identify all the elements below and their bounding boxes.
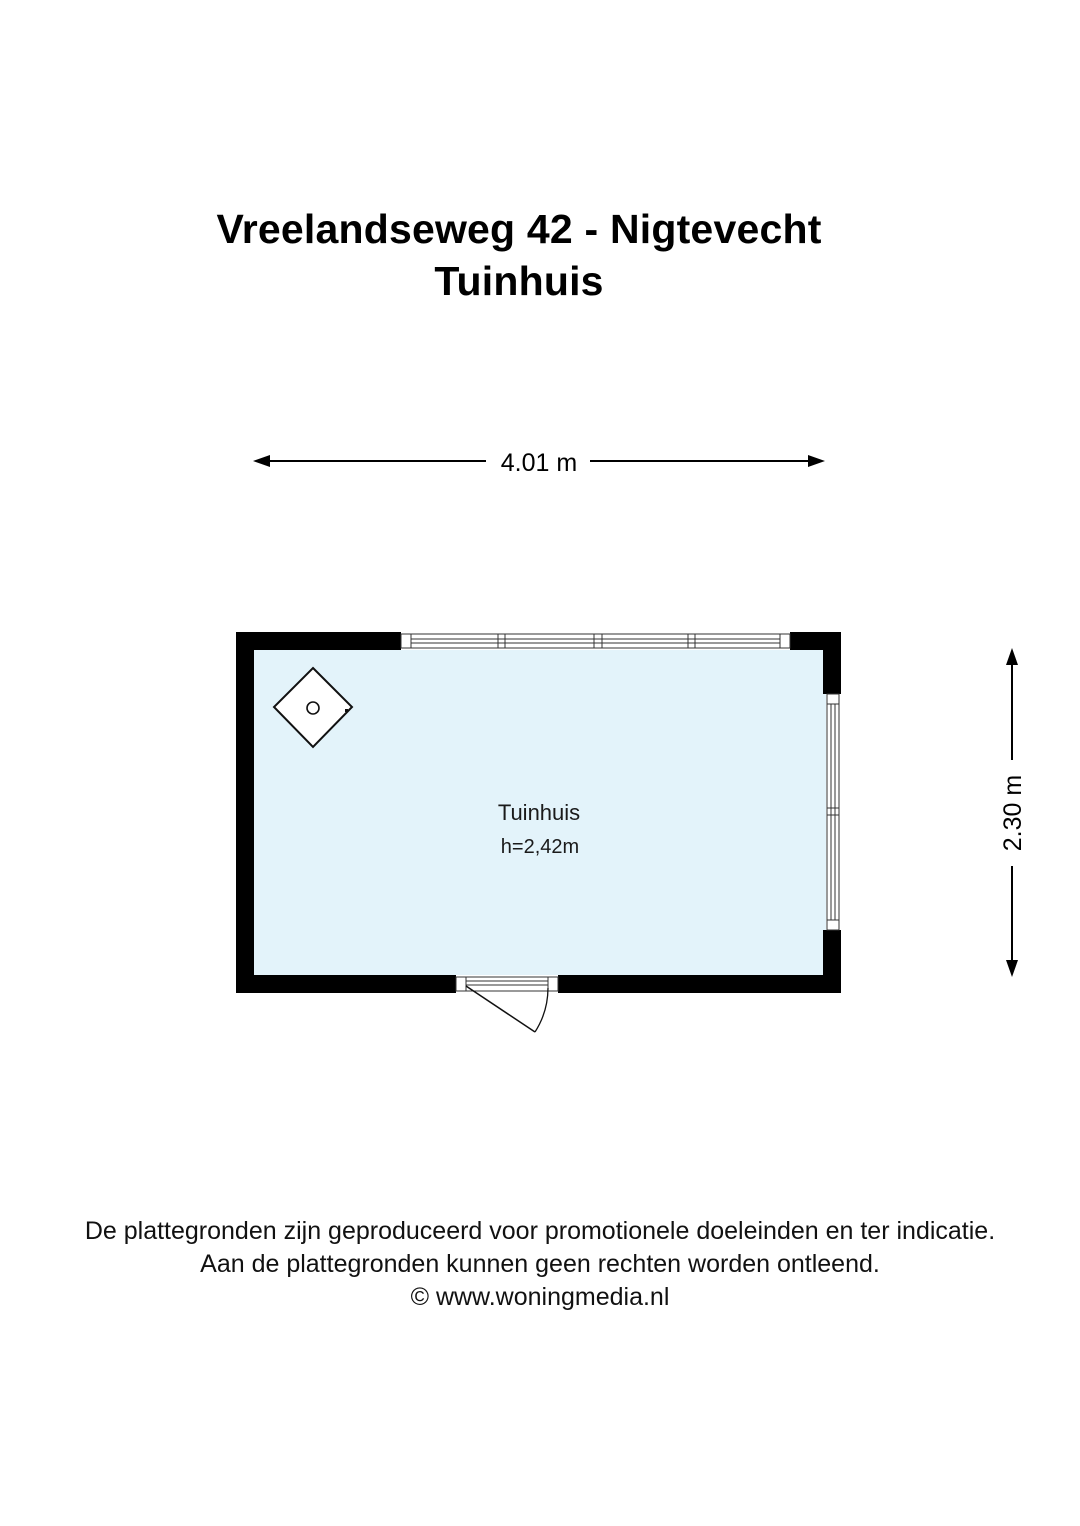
door-leaf [466, 986, 535, 1032]
copyright-link[interactable]: © www.woningmedia.nl [410, 1283, 670, 1311]
arrow-down-icon [1006, 960, 1018, 977]
disclaimer-line-1: De plattegronden zijn geproduceerd voor promotionele doeleinden en ter indicatie. [84, 1217, 996, 1245]
disclaimer-line-2: Aan de plattegronden kunnen geen rechten worden ontleend. [200, 1250, 880, 1278]
arrow-right-icon [808, 455, 825, 467]
top-window [401, 634, 790, 648]
disclaimer-footer [0, 1215, 1080, 1314]
arrow-up-icon [1006, 648, 1018, 665]
depth-dimension [999, 648, 1027, 977]
floor-title: Tuinhuis [434, 258, 604, 304]
room-height: h=2,42m [500, 836, 580, 858]
arrow-left-icon [253, 455, 270, 467]
door-swing-arc [535, 988, 548, 1032]
entry-door [456, 977, 558, 1032]
width-label: 4.01 m [500, 449, 578, 477]
page-title: Vreelandseweg 42 - Nigtevecht [216, 206, 822, 252]
room-name: Tuinhuis [497, 800, 581, 825]
depth-label: 2.30 m [999, 774, 1027, 852]
right-window [827, 694, 839, 930]
width-dimension [253, 449, 825, 477]
